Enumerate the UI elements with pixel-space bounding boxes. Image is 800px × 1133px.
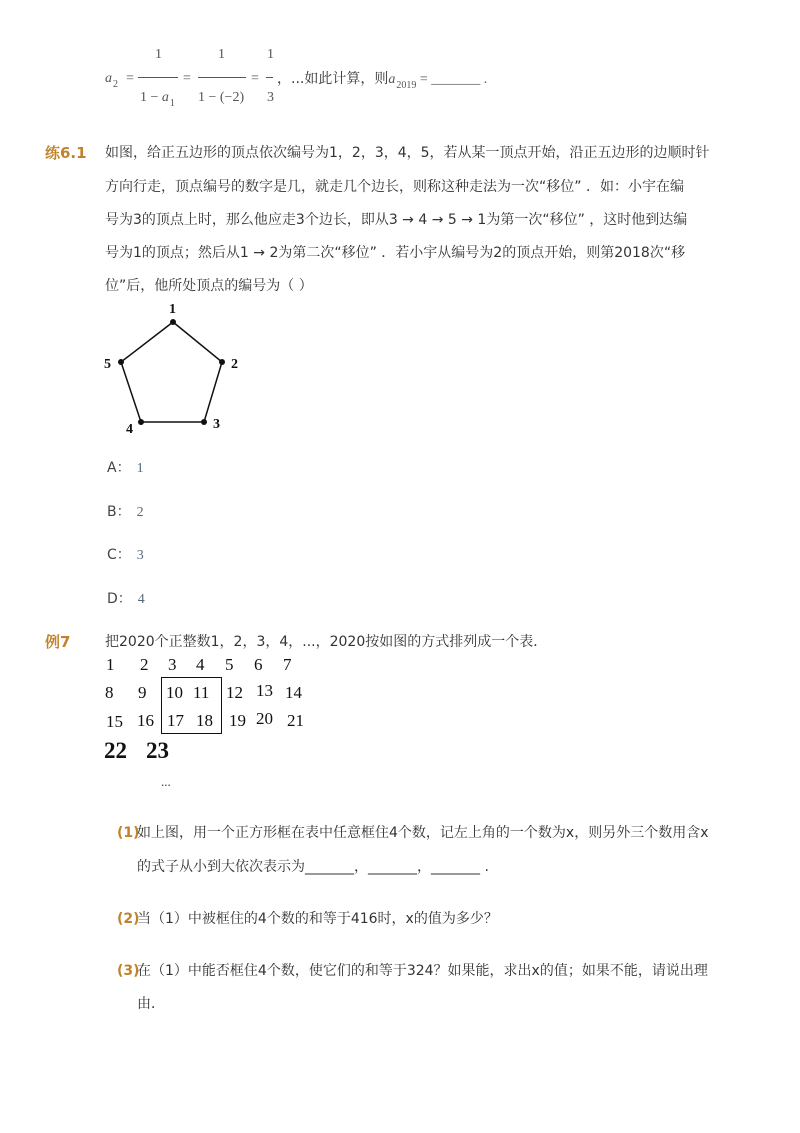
table-cell: 15 (106, 712, 123, 731)
option-letter: A： (107, 460, 131, 476)
vertex-label-1: 1 (169, 302, 176, 317)
vertex-dot (118, 359, 124, 365)
vertex-dot (201, 419, 207, 425)
exercise-text-line: 号为1的顶点；然后从1 → 2为第二次“移位” ．若小宇从编号为2的顶点开始，则第2018次“移 (105, 245, 686, 261)
fraction-1-den-variable: a (161, 90, 169, 105)
table-cell: 12 (226, 683, 243, 702)
fraction-3-denominator: 3 (267, 90, 274, 105)
table-cell: 22 (104, 738, 127, 763)
vertex-dot (170, 319, 176, 325)
lhs-variable: a (105, 71, 112, 86)
vertex-label-5: 5 (104, 357, 111, 372)
question-text-line: 的式子从小到大依次表示为_______，_______，_______ . (137, 859, 489, 875)
table-cell: 21 (287, 711, 304, 730)
vertex-label-2: 2 (231, 357, 238, 372)
fraction-3-numerator: 1 (267, 47, 274, 62)
question-text-line: 由． (137, 996, 165, 1012)
question-text-line: 在（1）中能否框住4个数，使它们的和等于324？如果能，求出x的值；如果不能，请说出理 (137, 963, 708, 979)
table-cell: 14 (285, 683, 302, 702)
fraction-1-bar (138, 77, 178, 78)
vertex-label-3: 3 (213, 417, 220, 432)
question-text-line: 当（1）中被框住的4个数的和等于416时，x的值为多少？ (137, 911, 498, 927)
table-cell: 11 (193, 683, 210, 702)
exercise-label: 练6.1 (45, 144, 87, 162)
fraction-1-numerator: 1 (155, 47, 162, 62)
formula-lhs (105, 70, 118, 89)
fraction-1-denominator (140, 89, 175, 108)
option-value: 1 (136, 461, 144, 476)
question-label: (3) (117, 963, 140, 979)
table-cell: 2 (140, 655, 149, 674)
example-label: 例7 (45, 633, 71, 651)
result-subscript: 2019 (396, 80, 417, 91)
vertex-dot (138, 419, 144, 425)
fraction-2-denominator: 1 − (−2) (198, 90, 245, 105)
formula-tail (277, 70, 487, 90)
table-cell: 4 (196, 655, 205, 674)
fraction-3-bar (266, 77, 273, 78)
table-cell: 10 (166, 683, 183, 702)
vertex-label-4: 4 (126, 422, 133, 437)
table-cell: 20 (256, 709, 273, 728)
table-cell: 13 (256, 681, 273, 700)
option-value: 3 (136, 548, 144, 563)
result-variable: a (388, 72, 396, 87)
table-cell: 19 (229, 711, 246, 730)
fraction-1-den-subscript: 1 (169, 98, 175, 109)
example-intro: 把2020个正整数1，2，3，4，...，2020按如图的方式排列成一个表． (105, 634, 548, 650)
option-letter: D： (107, 591, 132, 607)
option-b (107, 503, 144, 522)
answer-blank: = _______ . (416, 72, 488, 87)
fraction-2-numerator: 1 (218, 47, 225, 62)
table-cell: 16 (137, 711, 154, 730)
question-label: (2) (117, 911, 140, 927)
table-cell: 5 (225, 655, 234, 674)
square-frame (161, 677, 222, 734)
lhs-subscript: 2 (113, 79, 118, 90)
option-a (107, 459, 144, 478)
question-text-line: 如上图，用一个正方形框在表中任意框住4个数，记左上角的一个数为x，则另外三个数用含x (137, 825, 709, 841)
table-cell: 8 (105, 683, 114, 702)
exercise-text-line: 号为3的顶点上时，那么他应走3个边长，即从3 → 4 → 5 → 1为第一次“移位” ，这时他到达编 (105, 212, 688, 228)
option-letter: B： (107, 504, 131, 520)
table-cell: 9 (138, 683, 147, 702)
table-cell: 7 (283, 655, 292, 674)
pentagon-diagram (100, 298, 250, 440)
formula-tail-text: ，...如此计算，则 (277, 71, 389, 87)
table-cell: 3 (168, 655, 177, 674)
table-cell: 23 (146, 738, 169, 763)
table-cell: 18 (196, 711, 213, 730)
option-value: 4 (137, 592, 145, 607)
vertex-dot (219, 359, 225, 365)
fraction-1-den-prefix: 1 − (140, 90, 162, 105)
equals-sign: = (183, 71, 191, 86)
option-d (107, 590, 145, 609)
table-cell: 17 (167, 711, 184, 730)
pentagon-outline (121, 322, 222, 422)
option-value: 2 (136, 505, 144, 520)
equals-sign: = (126, 71, 134, 86)
table-ellipsis: ... (161, 774, 171, 789)
exercise-text-line: 位”后，他所处顶点的编号为（ ） (105, 278, 313, 294)
equals-sign: = (251, 71, 259, 86)
option-letter: C： (107, 547, 131, 563)
option-c (107, 546, 144, 565)
fraction-2-bar (198, 77, 246, 78)
exercise-text-line: 如图，给正五边形的顶点依次编号为1，2，3，4，5，若从某一顶点开始，沿正五边形的边顺时针 (105, 145, 710, 161)
table-cell: 6 (254, 655, 263, 674)
exercise-text-line: 方向行走，顶点编号的数字是几，就走几个边长，则称这种走法为一次“移位” ．如：小宇在编 (105, 179, 684, 195)
question-label: (1) (117, 825, 140, 841)
table-cell: 1 (106, 655, 115, 674)
